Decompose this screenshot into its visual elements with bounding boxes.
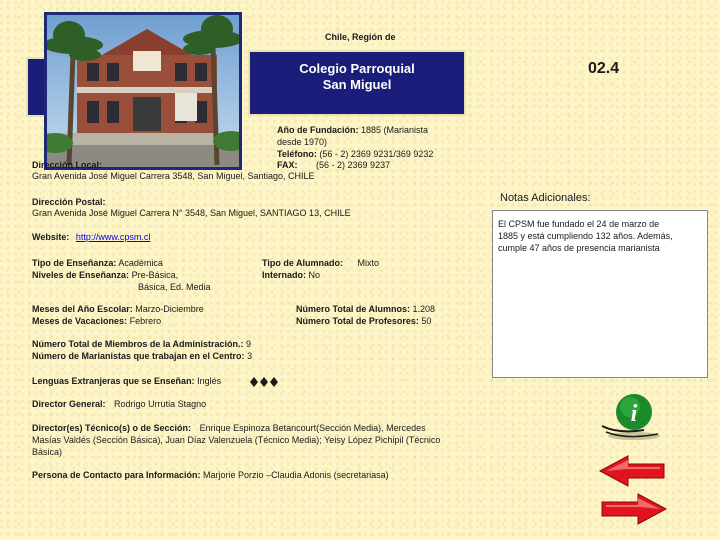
school-year-label: Meses del Año Escolar: — [32, 304, 133, 314]
notes-title: Notas Adicionales: — [500, 192, 591, 204]
teaching-type-row — [32, 257, 163, 269]
arrow-right-icon[interactable] — [598, 492, 668, 526]
levels-value-cont: Básica, Ed. Media — [138, 282, 211, 292]
languages-row — [32, 375, 221, 387]
student-type-row — [262, 257, 379, 269]
fax-value: (56 - 2) 2369 9237 — [316, 160, 391, 170]
school-photo — [44, 12, 242, 170]
admin-members-label: Número Total de Miembros de la Administración.: — [32, 339, 244, 349]
school-building-image — [47, 15, 239, 167]
contact-value: Marjorie Porzio –Claudia Adonis (secretariasa) — [203, 470, 389, 480]
boarding-label: Internado: — [262, 270, 306, 280]
total-teachers-label: Número Total de Profesores: — [296, 316, 419, 326]
local-address-value: Gran Avenida José Miguel Carrera 3548, San Miguel, Santiago, CHILE — [32, 171, 315, 181]
contact-row — [32, 469, 389, 481]
languages-value: Inglés — [197, 376, 222, 386]
school-name-line1: Colegio Parroquial — [299, 61, 415, 76]
director-label: Director General: — [32, 399, 106, 409]
arrow-left-icon[interactable] — [598, 454, 668, 488]
total-students-value: 1.208 — [412, 304, 436, 314]
marianists-value: 3 — [247, 351, 253, 361]
total-teachers-value: 50 — [421, 316, 432, 326]
boarding-value: No — [308, 270, 321, 280]
local-address-label: Dirección Local: — [32, 160, 103, 170]
section-directors-value2: Masías Valdés (Sección Básica), Juan Díaz Valenzuela (Técnico Media); Yeisy López Pichipil (Técnico — [32, 435, 441, 445]
languages-label: Lenguas Extranjeras que se Enseñan: — [32, 376, 195, 386]
marianists-row — [32, 350, 252, 362]
photo-frame-tab — [26, 57, 46, 117]
vacation-row — [32, 315, 161, 327]
levels-row — [32, 269, 178, 281]
vacation-label: Meses de Vacaciones: — [32, 316, 128, 326]
teaching-type-label: Tipo de Enseñanza: — [32, 258, 117, 268]
school-code: 02.4 — [588, 60, 620, 77]
notes-line1: El CPSM fue fundado el 24 de marzo de — [498, 219, 660, 229]
website-link[interactable]: http://www.cpsm.cl — [75, 232, 151, 242]
admin-members-value: 9 — [246, 339, 252, 349]
foundation-row — [277, 124, 428, 136]
admin-members-row — [32, 338, 251, 350]
director-value: Rodrigo Urrutia Stagno — [114, 399, 207, 409]
total-students-label: Número Total de Alumnos: — [296, 304, 411, 314]
director-row — [32, 398, 206, 410]
levels-value: Pre-Básica, — [131, 270, 179, 280]
school-year-value: Marzo-Diciembre — [135, 304, 204, 314]
website-label: Website: — [32, 232, 70, 242]
contact-label: Persona de Contacto para Información: — [32, 470, 201, 480]
total-teachers-row — [296, 315, 431, 327]
website-row — [32, 231, 150, 243]
total-students-row — [296, 303, 435, 315]
foundation-value: 1885 (Marianista — [361, 125, 429, 135]
school-title-box — [248, 50, 466, 116]
fax-label: FAX: — [277, 160, 298, 170]
foundation-value-cont: desde 1970) — [277, 137, 328, 147]
phone-value: (56 - 2) 2369 9231/369 9232 — [319, 149, 434, 159]
marianists-label: Número de Marianistas que trabajan en el Centro: — [32, 351, 245, 361]
student-type-value: Mixto — [357, 258, 380, 268]
postal-address-value: Gran Avenida José Miguel Carrera N° 3548, San Miguel, SANTIAGO 13, CHILE — [32, 208, 351, 218]
notes-line2: 1885 y está cumpliendo 132 años. Además, — [498, 231, 673, 241]
student-type-label: Tipo de Alumnado: — [262, 258, 343, 268]
section-directors-value3: Básica) — [32, 447, 63, 457]
school-year-row — [32, 303, 204, 315]
section-directors-row — [32, 422, 426, 434]
section-directors-value1: Enrique Espinoza Betancourt(Sección Media), Mercedes — [199, 423, 426, 433]
svg-text:i: i — [630, 401, 638, 427]
teaching-type-value: Académica — [118, 258, 163, 268]
region-label: Chile, Región de — [325, 32, 396, 42]
notes-line3: cumple 47 años de presencia marianista — [498, 243, 660, 253]
diamond-bullets-icon — [250, 376, 278, 388]
levels-label: Niveles de Enseñanza: — [32, 270, 130, 280]
boarding-row — [262, 269, 320, 281]
school-name-line2: San Miguel — [322, 77, 392, 92]
postal-address-label: Dirección Postal: — [32, 197, 106, 207]
phone-label: Teléfono: — [277, 149, 317, 159]
section-directors-label: Director(es) Técnico(s) o de Sección: — [32, 423, 192, 433]
vacation-value: Febrero — [129, 316, 162, 326]
foundation-label: Año de Fundación: — [277, 125, 359, 135]
info-icon[interactable] — [598, 392, 664, 442]
notes-box — [492, 210, 708, 378]
